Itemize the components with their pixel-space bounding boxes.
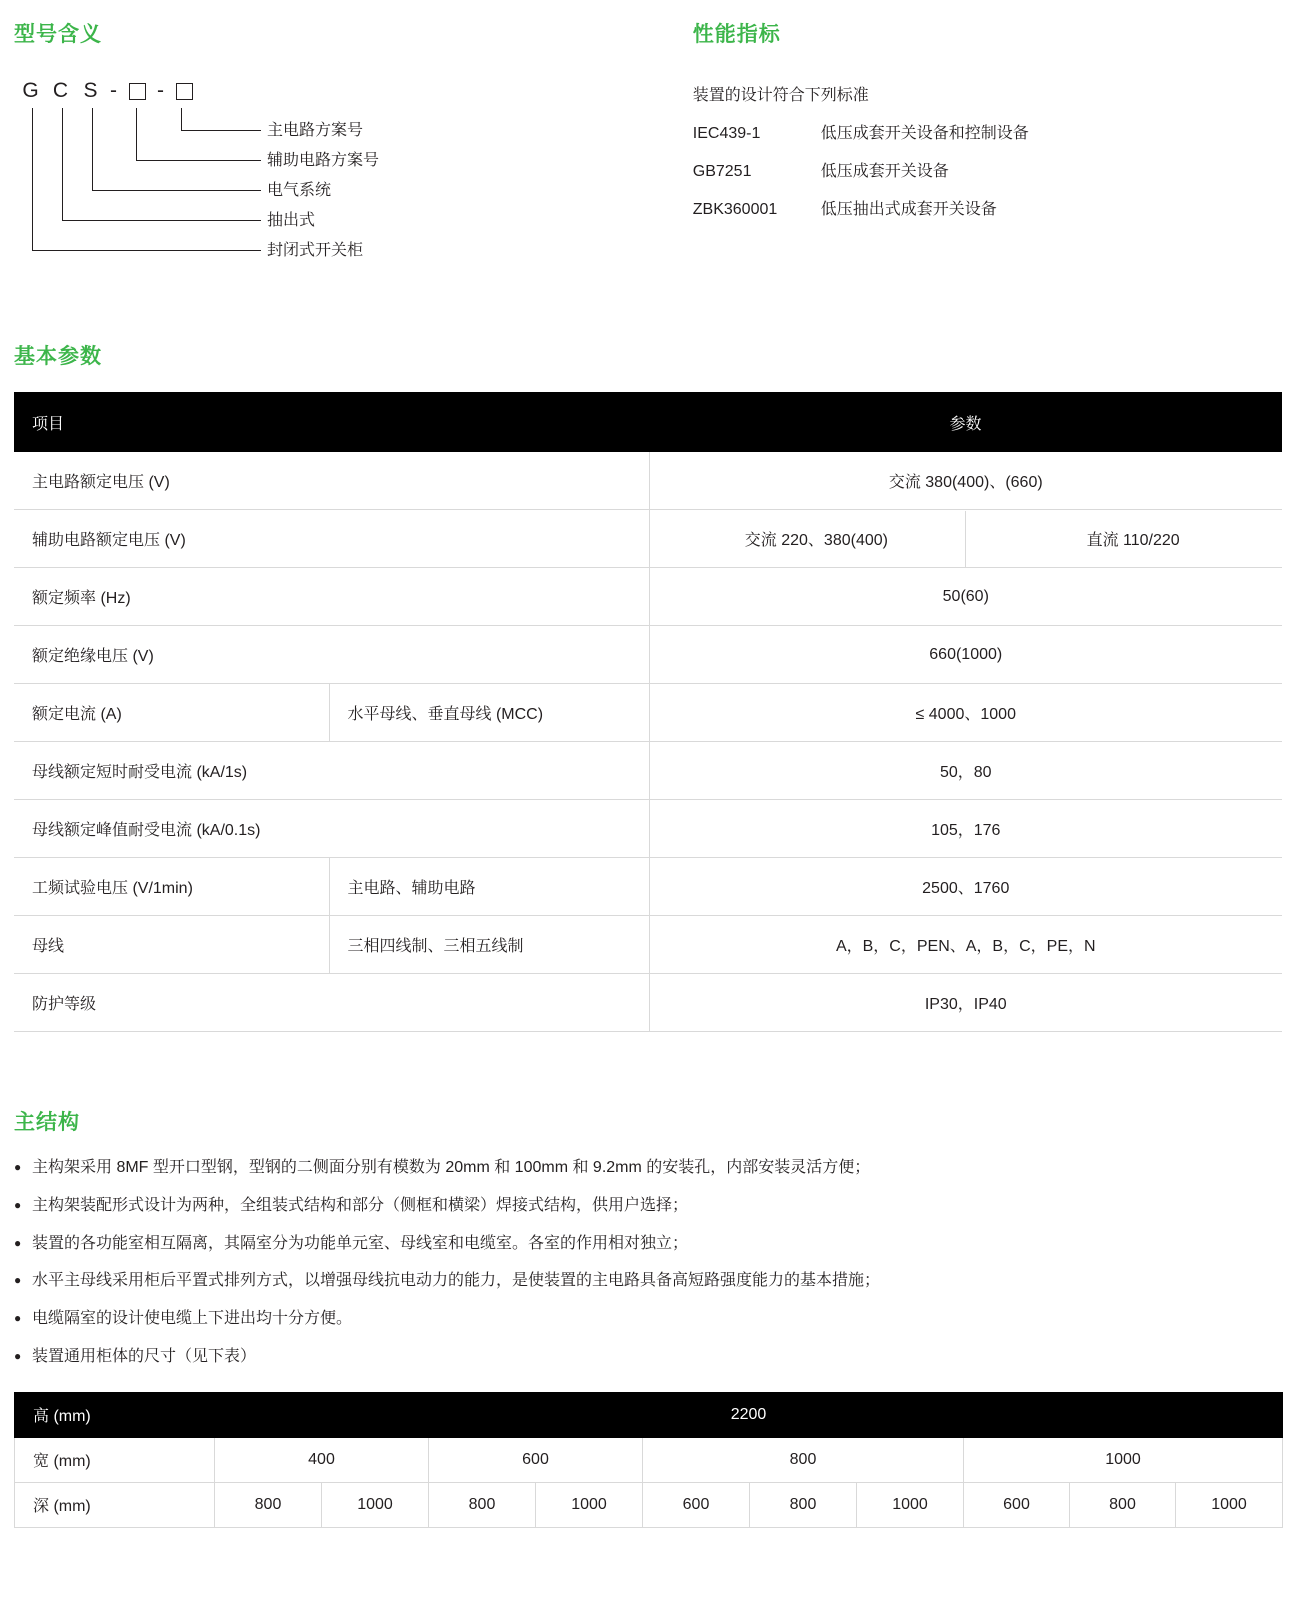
performance-intro: 装置的设计符合下列标准: [692, 87, 869, 104]
model-meaning-column: [14, 18, 693, 268]
row-label: 母线额定短时耐受电流 (kA/1s): [14, 742, 649, 800]
performance-standard: IEC439-1: [692, 125, 761, 142]
leader-vline-5: [32, 108, 33, 250]
list-item: [14, 1271, 1309, 1292]
size-value-depth: 800: [1070, 1482, 1176, 1527]
list-item-text: 主构架采用 8MF 型开口型钢，型钢的二侧面分别有模数为 20mm 和 100mm 和 9.2mm 的安装孔，内部安装灵活方便；: [32, 1159, 871, 1176]
performance-standard: GB7251: [692, 163, 752, 181]
leader-hline-4: [62, 220, 261, 221]
model-code-letters: [14, 78, 693, 104]
basic-params-title: 基本参数: [14, 345, 102, 368]
bullet-dot-icon: ●: [14, 1273, 22, 1288]
row-value: A，B，C，PEN、A，B，C，PE，N: [649, 916, 1282, 974]
code-box-1: [129, 83, 146, 100]
bullet-dot-icon: ●: [14, 1311, 22, 1326]
list-item-text: 电缆隔室的设计使电缆上下进出均十分方便。: [32, 1310, 353, 1328]
performance-row: [693, 200, 1283, 219]
bullet-dot-icon: ●: [14, 1235, 22, 1250]
top-section: [0, 0, 1309, 268]
size-row-height: [15, 1392, 1283, 1437]
leader-vline-1: [181, 108, 182, 130]
performance-column: [693, 18, 1283, 268]
leader-hline-2: [136, 160, 261, 161]
row-value: 2500、1760: [649, 858, 1282, 916]
code-letter-s: S: [83, 79, 99, 102]
table-row: [14, 626, 1282, 684]
table-row: [14, 800, 1282, 858]
size-value-width: 1000: [964, 1437, 1283, 1482]
size-value-depth: 600: [643, 1482, 750, 1527]
row-value: ≤ 4000、1000: [649, 684, 1282, 742]
row-value: IP30，IP40: [649, 974, 1282, 1032]
leader-vline-4: [62, 108, 63, 220]
row-label: 主电路额定电压 (V): [14, 452, 649, 510]
list-item: [14, 1158, 1309, 1179]
table-row: [14, 452, 1282, 510]
list-item-text: 装置通用柜体的尺寸（见下表）: [32, 1347, 257, 1365]
performance-standard: ZBK360001: [692, 201, 778, 219]
table-header-row: [14, 392, 1282, 452]
cabinet-size-table: [14, 1392, 1283, 1528]
row-value: 50，80: [649, 742, 1282, 800]
bullet-dot-icon: ●: [14, 1160, 22, 1174]
leader-hline-1: [181, 130, 261, 131]
size-label-height: 高 (mm): [15, 1392, 215, 1437]
leader-label-5: 封闭式开关柜: [267, 242, 364, 259]
code-box-2: [176, 83, 193, 100]
table-row: [14, 916, 1282, 974]
size-value-depth: 1000: [1176, 1482, 1283, 1527]
performance-description: 低压抽出式成套开关设备: [820, 201, 997, 219]
performance-description: 低压成套开关设备: [820, 163, 949, 181]
header-param: 参数: [649, 392, 1282, 452]
row-label: 母线额定峰值耐受电流 (kA/0.1s): [14, 800, 649, 858]
size-value-width: 400: [215, 1437, 429, 1482]
row-label: 工频试验电压 (V/1min): [14, 858, 329, 916]
row-value: 50(60): [649, 568, 1282, 626]
table-row: [14, 858, 1282, 916]
row-sublabel: 主电路、辅助电路: [329, 858, 649, 916]
header-item: 项目: [14, 392, 649, 452]
model-meaning-title: 型号含义: [14, 23, 102, 46]
performance-description: 低压成套开关设备和控制设备: [820, 125, 1029, 142]
size-value-depth: 1000: [536, 1482, 643, 1527]
bullet-dot-icon: ●: [14, 1348, 22, 1363]
performance-row: [693, 124, 1283, 143]
performance-row: [693, 162, 1283, 181]
row-value-dc: 直流 110/220: [966, 511, 1282, 567]
table-row: [14, 742, 1282, 800]
size-value-depth: 800: [429, 1482, 536, 1527]
performance-list: [693, 82, 1283, 220]
main-structure-title: 主结构: [14, 1111, 80, 1134]
row-label: 辅助电路额定电压 (V): [14, 510, 649, 568]
row-label: 防护等级: [14, 974, 649, 1032]
model-code-diagram: [14, 78, 693, 268]
code-dash-1: -: [110, 79, 118, 102]
list-item: [14, 1347, 1309, 1368]
size-value-width: 800: [643, 1437, 964, 1482]
row-value-ac: 交流 220、380(400): [744, 532, 888, 549]
code-letter-c: C: [52, 79, 70, 102]
leader-label-3: 电气系统: [267, 182, 332, 199]
size-value-depth: 800: [750, 1482, 857, 1527]
list-item: [14, 1196, 1309, 1217]
table-row: [14, 974, 1282, 1032]
code-letter-g: G: [22, 79, 40, 102]
list-item: [14, 1309, 1309, 1330]
size-label-width: 宽 (mm): [15, 1437, 215, 1482]
leader-hline-3: [92, 190, 261, 191]
leader-vline-2: [136, 108, 137, 160]
code-dash-2: -: [157, 79, 165, 102]
row-sublabel: 三相四线制、三相五线制: [329, 916, 649, 974]
list-item-text: 主构架装配形式设计为两种，全组装式结构和部分（侧框和横梁）焊接式结构，供用户选择；: [32, 1196, 689, 1214]
row-label: 额定绝缘电压 (V): [14, 626, 649, 684]
performance-title: 性能指标: [692, 23, 781, 46]
basic-parameters-table: [14, 392, 1282, 1032]
size-value-depth: 1000: [322, 1482, 429, 1527]
row-sublabel: 水平母线、垂直母线 (MCC): [329, 684, 649, 742]
row-label: 额定频率 (Hz): [14, 568, 649, 626]
size-value-depth: 600: [964, 1482, 1070, 1527]
row-value: 105，176: [649, 800, 1282, 858]
structure-bullet-list: [14, 1158, 1309, 1368]
size-value-depth: 1000: [857, 1482, 964, 1527]
size-row-depth: [15, 1482, 1283, 1527]
list-item-text: 水平主母线采用柜后平置式排列方式，以增强母线抗电动力的能力，是使装置的主电路具备高短路强度能力的基本措施；: [32, 1272, 881, 1290]
bullet-dot-icon: ●: [14, 1197, 22, 1212]
list-item-text: 装置的各功能室相互隔离，其隔室分为功能单元室、母线室和电缆室。各室的作用相对独立；: [32, 1234, 689, 1252]
size-value-height: 2200: [215, 1392, 1283, 1437]
leader-label-1: 主电路方案号: [267, 122, 364, 139]
list-item: [14, 1234, 1309, 1255]
size-label-depth: 深 (mm): [15, 1482, 215, 1527]
leader-label-2: 辅助电路方案号: [267, 152, 380, 169]
table-row: [14, 510, 1282, 568]
leader-hline-5: [32, 250, 261, 251]
row-value-split: [649, 510, 1282, 568]
size-value-depth: 800: [215, 1482, 322, 1527]
row-label: 额定电流 (A): [14, 684, 329, 742]
model-code-leaders: [14, 108, 693, 268]
row-label: 母线: [14, 916, 329, 974]
row-value: 交流 380(400)、(660): [649, 452, 1282, 510]
row-value: 660(1000): [649, 626, 1282, 684]
table-row: [14, 684, 1282, 742]
size-value-width: 600: [429, 1437, 643, 1482]
table-row: [14, 568, 1282, 626]
leader-vline-3: [92, 108, 93, 190]
size-row-width: [15, 1437, 1283, 1482]
leader-label-4: 抽出式: [267, 212, 316, 229]
